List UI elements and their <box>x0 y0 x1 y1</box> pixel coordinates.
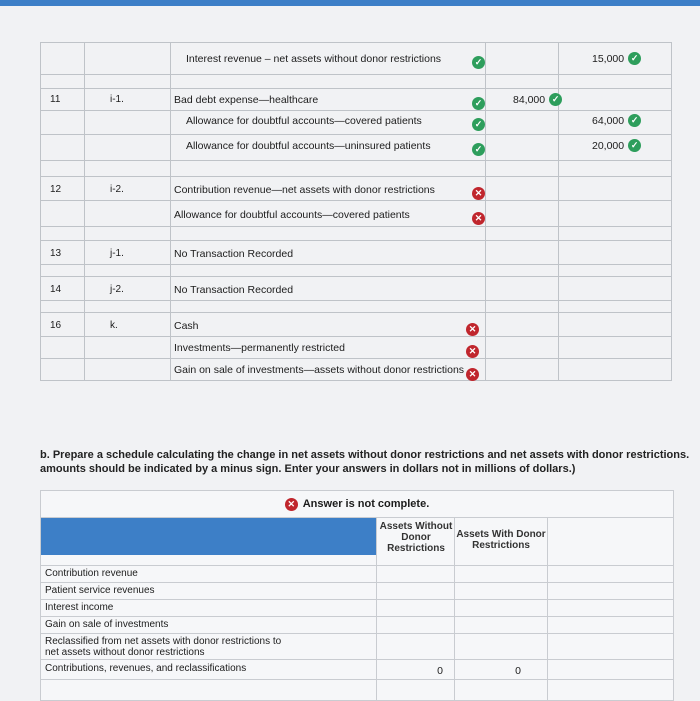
x-circle-icon: ✕ <box>466 319 479 337</box>
grid-line <box>40 160 672 161</box>
total-with-donor-value: 0 <box>515 665 521 677</box>
account-title[interactable]: No Transaction Recorded <box>174 248 294 260</box>
schedule-row-label: Interest income <box>45 602 114 613</box>
total-without-donor-value: 0 <box>437 665 443 677</box>
check-circle-icon: ✓ <box>549 93 562 106</box>
grid-line <box>40 336 672 337</box>
credit-value: 20,000 <box>592 139 625 152</box>
top-accent-bar <box>0 0 700 6</box>
grid-line <box>547 517 548 700</box>
grid-line <box>40 176 672 177</box>
credit-amount[interactable] <box>592 139 641 152</box>
account-title[interactable]: Interest revenue – net assets without donor restrictions <box>186 53 442 65</box>
grid-line <box>84 42 85 380</box>
grid-line <box>40 264 672 265</box>
transaction-number: 16 <box>50 320 62 331</box>
grid-line <box>671 42 672 380</box>
x-circle-icon: ✕ <box>285 498 298 511</box>
schedule-row-label: Reclassified from net assets with donor restrictions to net assets without donor restrictions <box>45 636 282 658</box>
grid-line <box>454 517 455 700</box>
grid-line <box>40 300 672 301</box>
debit-value: 84,000 <box>513 93 546 106</box>
transaction-number: 14 <box>50 284 62 295</box>
x-circle-icon: ✕ <box>466 341 479 359</box>
check-circle-icon: ✓ <box>472 52 485 70</box>
grid-line <box>40 110 672 111</box>
transaction-number: 12 <box>50 184 62 195</box>
check-circle-icon: ✓ <box>628 139 641 152</box>
schedule-answer-table <box>40 490 674 701</box>
grid-line <box>40 240 672 241</box>
grid-line <box>40 42 41 380</box>
grid-line <box>40 200 672 201</box>
answer-status-text: Answer is not complete. <box>302 498 430 510</box>
check-circle-icon: ✓ <box>472 114 485 132</box>
account-title[interactable]: Gain on sale of investments—assets without donor restrictions <box>174 364 465 376</box>
transaction-number: 13 <box>50 248 62 259</box>
transaction-ref: k. <box>110 320 118 331</box>
grid-line <box>41 565 673 566</box>
column-header-with-donor: Assets With Donor Restrictions <box>456 529 546 551</box>
grid-line <box>41 633 673 634</box>
grid-line <box>170 42 171 380</box>
x-circle-icon: ✕ <box>466 364 479 382</box>
header-label-cell <box>41 517 377 555</box>
column-header-without-donor: Assets Without Donor Restrictions <box>379 521 453 554</box>
grid-line <box>41 517 673 518</box>
grid-line <box>40 226 672 227</box>
grid-line <box>40 380 672 381</box>
check-circle-icon: ✓ <box>628 52 641 65</box>
grid-line <box>41 679 673 680</box>
grid-line <box>41 616 673 617</box>
grid-line <box>40 312 672 313</box>
schedule-row-label: Contribution revenue <box>45 568 138 579</box>
account-title[interactable]: Allowance for doubtful accounts—covered patients <box>186 115 422 127</box>
account-title[interactable]: Cash <box>174 320 199 332</box>
account-title[interactable]: Investments—permanently restricted <box>174 342 345 354</box>
grid-line <box>40 276 672 277</box>
grid-line <box>40 358 672 359</box>
grid-line <box>485 42 486 380</box>
part-b-instructions <box>40 448 700 476</box>
account-title[interactable]: No Transaction Recorded <box>174 284 294 296</box>
account-title[interactable]: Allowance for doubtful accounts—covered patients <box>174 209 410 221</box>
credit-amount[interactable] <box>592 52 641 65</box>
grid-line <box>376 517 377 700</box>
grid-line <box>40 74 672 75</box>
check-circle-icon: ✓ <box>472 139 485 157</box>
grid-line <box>40 88 672 89</box>
transaction-number: 11 <box>50 94 61 105</box>
instruction-line: amounts should be indicated by a minus sign. Enter your answers in dollars not in millions of dollars.) <box>40 463 576 475</box>
x-circle-icon: ✕ <box>472 183 485 201</box>
grid-line <box>41 599 673 600</box>
transaction-ref: j-2. <box>110 284 124 295</box>
instruction-line: b. Prepare a schedule calculating the change in net assets without donor restrictions and net assets with donor restrictions. <box>40 449 690 461</box>
credit-value: 15,000 <box>592 52 625 65</box>
grid-line <box>40 42 672 43</box>
credit-amount[interactable] <box>592 114 641 127</box>
schedule-row-label: Gain on sale of investments <box>45 619 169 630</box>
schedule-row-label: Contributions, revenues, and reclassifications <box>45 663 247 674</box>
transaction-ref: i-1. <box>110 94 124 105</box>
check-circle-icon: ✓ <box>472 93 485 111</box>
account-title[interactable]: Contribution revenue—net assets with donor restrictions <box>174 184 435 196</box>
check-circle-icon: ✓ <box>628 114 641 127</box>
account-title[interactable]: Allowance for doubtful accounts—uninsured patients <box>186 140 431 152</box>
grid-line <box>40 134 672 135</box>
transaction-ref: j-1. <box>110 248 124 259</box>
grid-line <box>41 659 673 660</box>
grid-line <box>41 582 673 583</box>
account-title[interactable]: Bad debt expense—healthcare <box>174 94 319 106</box>
debit-amount[interactable] <box>513 93 562 106</box>
answer-status <box>41 491 673 517</box>
transaction-ref: i-2. <box>110 184 124 195</box>
schedule-row-label: Patient service revenues <box>45 585 155 596</box>
credit-value: 64,000 <box>592 114 625 127</box>
x-circle-icon: ✕ <box>472 208 485 226</box>
